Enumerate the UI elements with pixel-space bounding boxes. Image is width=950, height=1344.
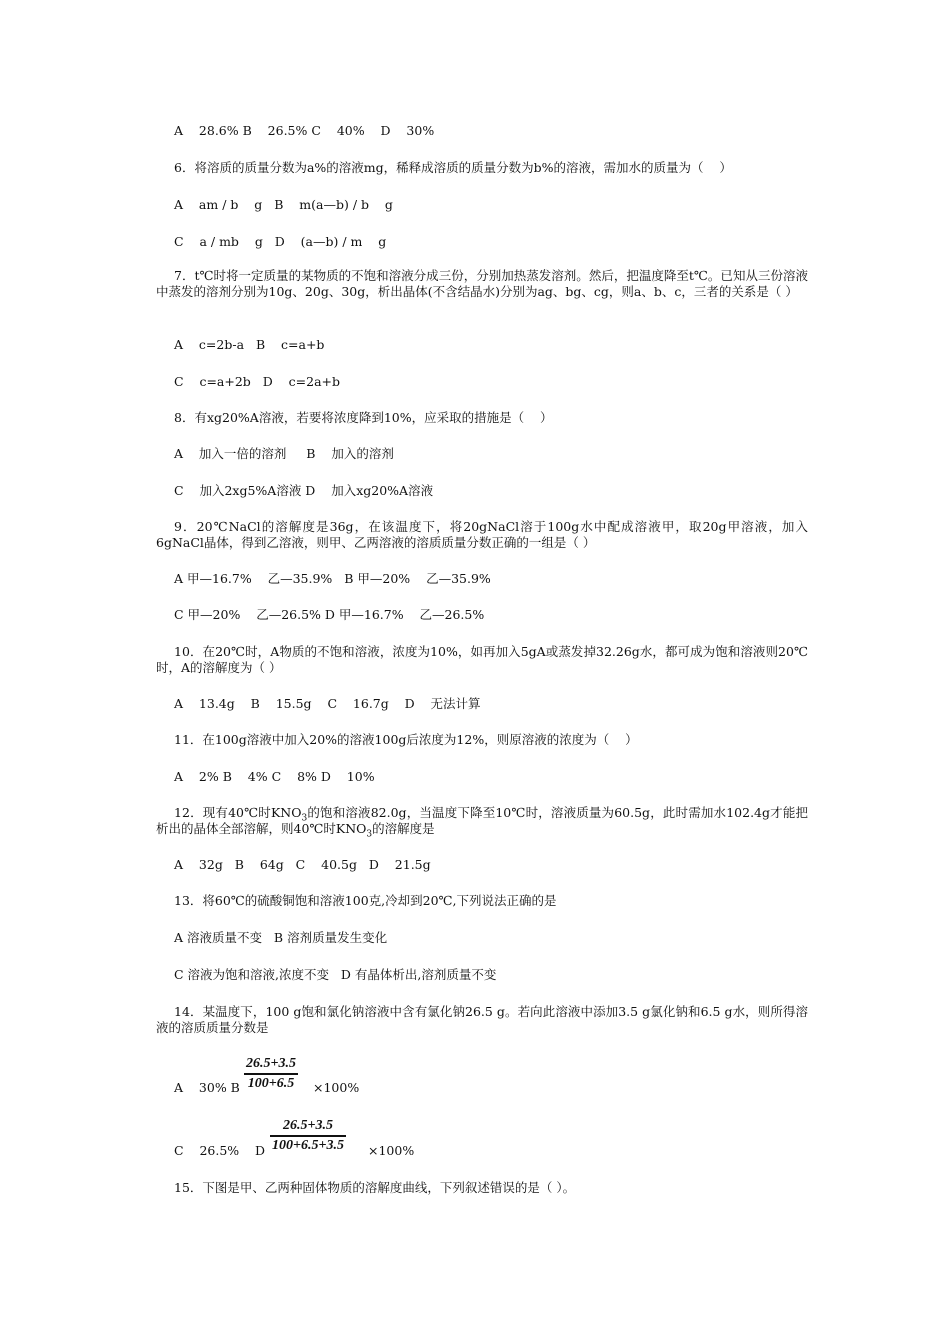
q10-stem: 10．在20℃时，A物质的不饱和溶液，浓度为10%，如再加入5gA或蒸发掉32.26g水，都可成为饱和溶液则20℃时，A的溶解度为（ ） bbox=[156, 644, 808, 675]
fraction-b-bar bbox=[244, 1073, 298, 1075]
q14-fraction-d bbox=[270, 1118, 346, 1154]
fraction-d-bar bbox=[270, 1135, 346, 1137]
q6-stem: 6．将溶质的质量分数为a%的溶液mg，稀释成溶质的质量分数为b%的溶液，需加水的质量为（ ） bbox=[174, 160, 732, 175]
q12-stem: 12．现有40℃时$KNO_3$的饱和溶液82.0g，当温度下降至10℃时，溶液质量为60.5g，此时需加水102.4g才能把析出的晶体全部溶解，则40℃时$KNO_3$的溶解度是 bbox=[156, 805, 808, 840]
q15-stem: 15．下图是甲、乙两种固体物质的溶解度曲线，下列叙述错误的是（ ）。 bbox=[174, 1180, 576, 1195]
q6-options-ab: A am / b g B m(a—b) / b g bbox=[174, 197, 393, 212]
q7-options-ab: A c=2b-a B c=a+b bbox=[174, 337, 325, 352]
fraction-d-denominator: 100+6.5+3.5 bbox=[272, 1138, 344, 1153]
q8-stem: 8．有xg20%A溶液，若要将浓度降到10%，应采取的措施是（ ） bbox=[174, 410, 553, 425]
q14-options-ab: A 30% B bbox=[174, 1080, 240, 1095]
q11-stem: 11．在100g溶液中加入20%的溶液100g后浓度为12%，则原溶液的浓度为（ ） bbox=[174, 732, 638, 747]
q6-options-cd: C a / mb g D (a—b) / m g bbox=[174, 234, 387, 249]
q14-stem: 14．某温度下，100 g饱和氯化钠溶液中含有氯化钠26.5 g。若向此溶液中添加3.5 g氯化钠和6.5 g水，则所得溶液的溶质质量分数是 bbox=[156, 1004, 808, 1035]
q14-fraction-b-times: ×100% bbox=[313, 1080, 360, 1095]
fraction-d-numerator: 26.5+3.5 bbox=[282, 1118, 333, 1133]
q12-options: A 32g B 64g C 40.5g D 21.5g bbox=[174, 857, 431, 872]
q9-options-ab: A 甲—16.7% 乙—35.9% B 甲—20% 乙—35.9% bbox=[174, 571, 491, 586]
q7-options-cd: C c=a+2b D c=2a+b bbox=[174, 374, 341, 389]
q13-options-ab: A 溶液质量不变 B 溶剂质量发生变化 bbox=[174, 930, 388, 945]
q9-options-cd: C 甲—20% 乙—26.5% D 甲—16.7% 乙—26.5% bbox=[174, 607, 485, 622]
q10-options: A 13.4g B 15.5g C 16.7g D 无法计算 bbox=[174, 696, 481, 711]
q11-options: A 2% B 4% C 8% D 10% bbox=[174, 769, 375, 784]
q8-options-ab: A 加入一倍的溶剂 B 加入的溶剂 bbox=[174, 446, 394, 461]
q8-options-cd: C 加入2xg5%A溶液 D 加入xg20%A溶液 bbox=[174, 483, 434, 498]
q14-fraction-d-times: ×100% bbox=[368, 1143, 415, 1158]
q13-stem: 13．将60℃的硫酸铜饱和溶液100克,冷却到20℃,下列说法正确的是 bbox=[174, 893, 557, 908]
q9-stem: 9．20℃NaCl的溶解度是36g，在该温度下，将20gNaCl溶于100g水中配成溶液甲，取20g甲溶液，加入6gNaCl晶体，得到乙溶液，则甲、乙两溶液的溶质质量分数正确的一组是（ ） bbox=[156, 519, 808, 550]
q7-stem: 7．t℃时将一定质量的某物质的不饱和溶液分成三份，分别加热蒸发溶剂。然后，把温度降至t℃。已知从三份溶液中蒸发的溶剂分别为10g、20g、30g，析出晶体(不含结晶水)分别为ag、bg、cg，则a、b、c，三者的关系是（ ） bbox=[156, 268, 808, 299]
fraction-b-numerator: 26.5+3.5 bbox=[246, 1056, 296, 1071]
fraction-b-denominator: 100+6.5 bbox=[247, 1076, 295, 1091]
q5-options: A 28.6% B 26.5% C 40% D 30% bbox=[174, 123, 435, 138]
q14-fraction-b bbox=[244, 1056, 298, 1092]
q14-options-cd: C 26.5% D bbox=[174, 1143, 266, 1158]
q13-options-cd: C 溶液为饱和溶液,浓度不变 D 有晶体析出,溶剂质量不变 bbox=[174, 967, 497, 982]
